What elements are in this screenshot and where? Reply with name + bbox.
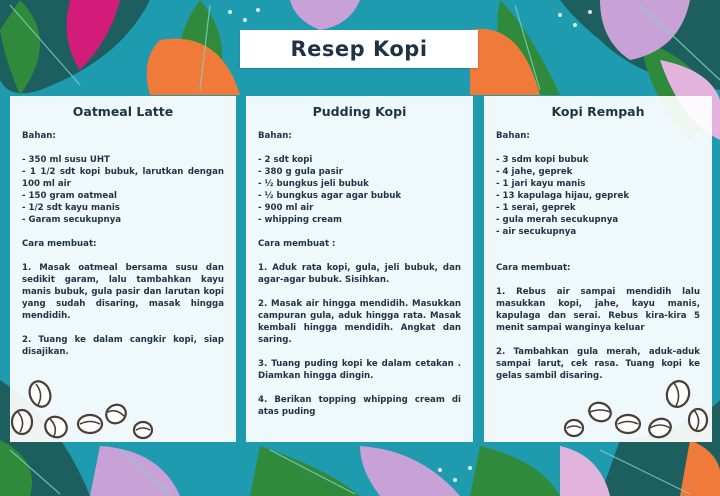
step-item: 1. Aduk rata kopi, gula, jeli bubuk, dan agar-agar bubuk. Sisihkan. [258, 263, 461, 285]
ingredient-item: - 1 serai, geprek [496, 203, 576, 213]
ingredient-item: - 13 kapulaga hijau, geprek [496, 191, 630, 201]
ingredients-heading: Bahan: [22, 131, 56, 141]
ingredient-item: - 2 sdt kopi [258, 155, 313, 165]
ingredient-item: - ½ bungkus agar agar bubuk [258, 191, 402, 201]
recipe-card-pudding-kopi [246, 96, 473, 442]
page-title: Resep Kopi [290, 37, 428, 61]
step-item: 4. Berikan topping whipping cream di atas puding [258, 395, 461, 417]
page-title-banner [240, 30, 478, 68]
ingredients-heading: Bahan: [496, 131, 530, 141]
ingredient-item: - 1 1/2 sdt kopi bubuk, larutkan dengan 100 ml air [22, 167, 224, 189]
ingredient-item: - gula merah secukupnya [496, 215, 619, 225]
ingredient-item: - 350 ml susu UHT [22, 155, 110, 165]
ingredient-item: - 380 g gula pasir [258, 167, 343, 177]
ingredient-item: - ½ bungkus jeli bubuk [258, 179, 369, 189]
ingredient-item: - air secukupnya [496, 227, 577, 237]
ingredient-item: - 1 jari kayu manis [496, 179, 586, 189]
ingredient-item: - whipping cream [258, 215, 342, 225]
steps-heading: Cara membuat : [258, 239, 336, 249]
step-item: 2. Tuang ke dalam cangkir kopi, siap disajikan. [22, 335, 224, 357]
coffee-bean-icon [8, 372, 158, 442]
recipe-title: Kopi Rempah [551, 104, 645, 119]
ingredient-item: - Garam secukupnya [22, 215, 122, 225]
recipe-title: Oatmeal Latte [72, 104, 174, 119]
step-item: 3. Tuang puding kopi ke dalam cetakan . Diamkan hingga dingin. [258, 359, 461, 381]
recipe-title: Pudding Kopi [312, 104, 407, 119]
ingredient-item: - 900 ml air [258, 203, 314, 213]
steps-heading: Cara membuat: [496, 263, 571, 273]
coffee-bean-icon [560, 372, 710, 442]
ingredient-item: - 4 jahe, geprek [496, 167, 573, 177]
ingredient-item: - 150 gram oatmeal [22, 191, 117, 201]
step-item: 2. Tambahkan gula merah, aduk-aduk sampai larut, cek rasa. Tuang kopi ke gelas sambil disaring. [496, 347, 700, 381]
step-item: 1. Rebus air sampai mendidih lalu masukkan kopi, jahe, kayu manis, kapulaga dan serai. Rebus kira-kira 5 menit sampai wanginya keluar [496, 287, 700, 333]
ingredients-heading: Bahan: [258, 131, 292, 141]
ingredient-item: - 1/2 sdt kayu manis [22, 203, 120, 213]
step-item: 2. Masak air hingga mendidih. Masukkan campuran gula, aduk hingga rata. Masak kembali hingga mendidih. Angkat dan saring. [258, 299, 461, 345]
steps-heading: Cara membuat: [22, 239, 97, 249]
step-item: 1. Masak oatmeal bersama susu dan sedikit garam, lalu tambahkan kayu manis bubuk, gula pasir dan larutan kopi yang sudah disaring, masak hingga mendidih. [22, 263, 224, 321]
ingredient-item: - 3 sdm kopi bubuk [496, 155, 589, 165]
